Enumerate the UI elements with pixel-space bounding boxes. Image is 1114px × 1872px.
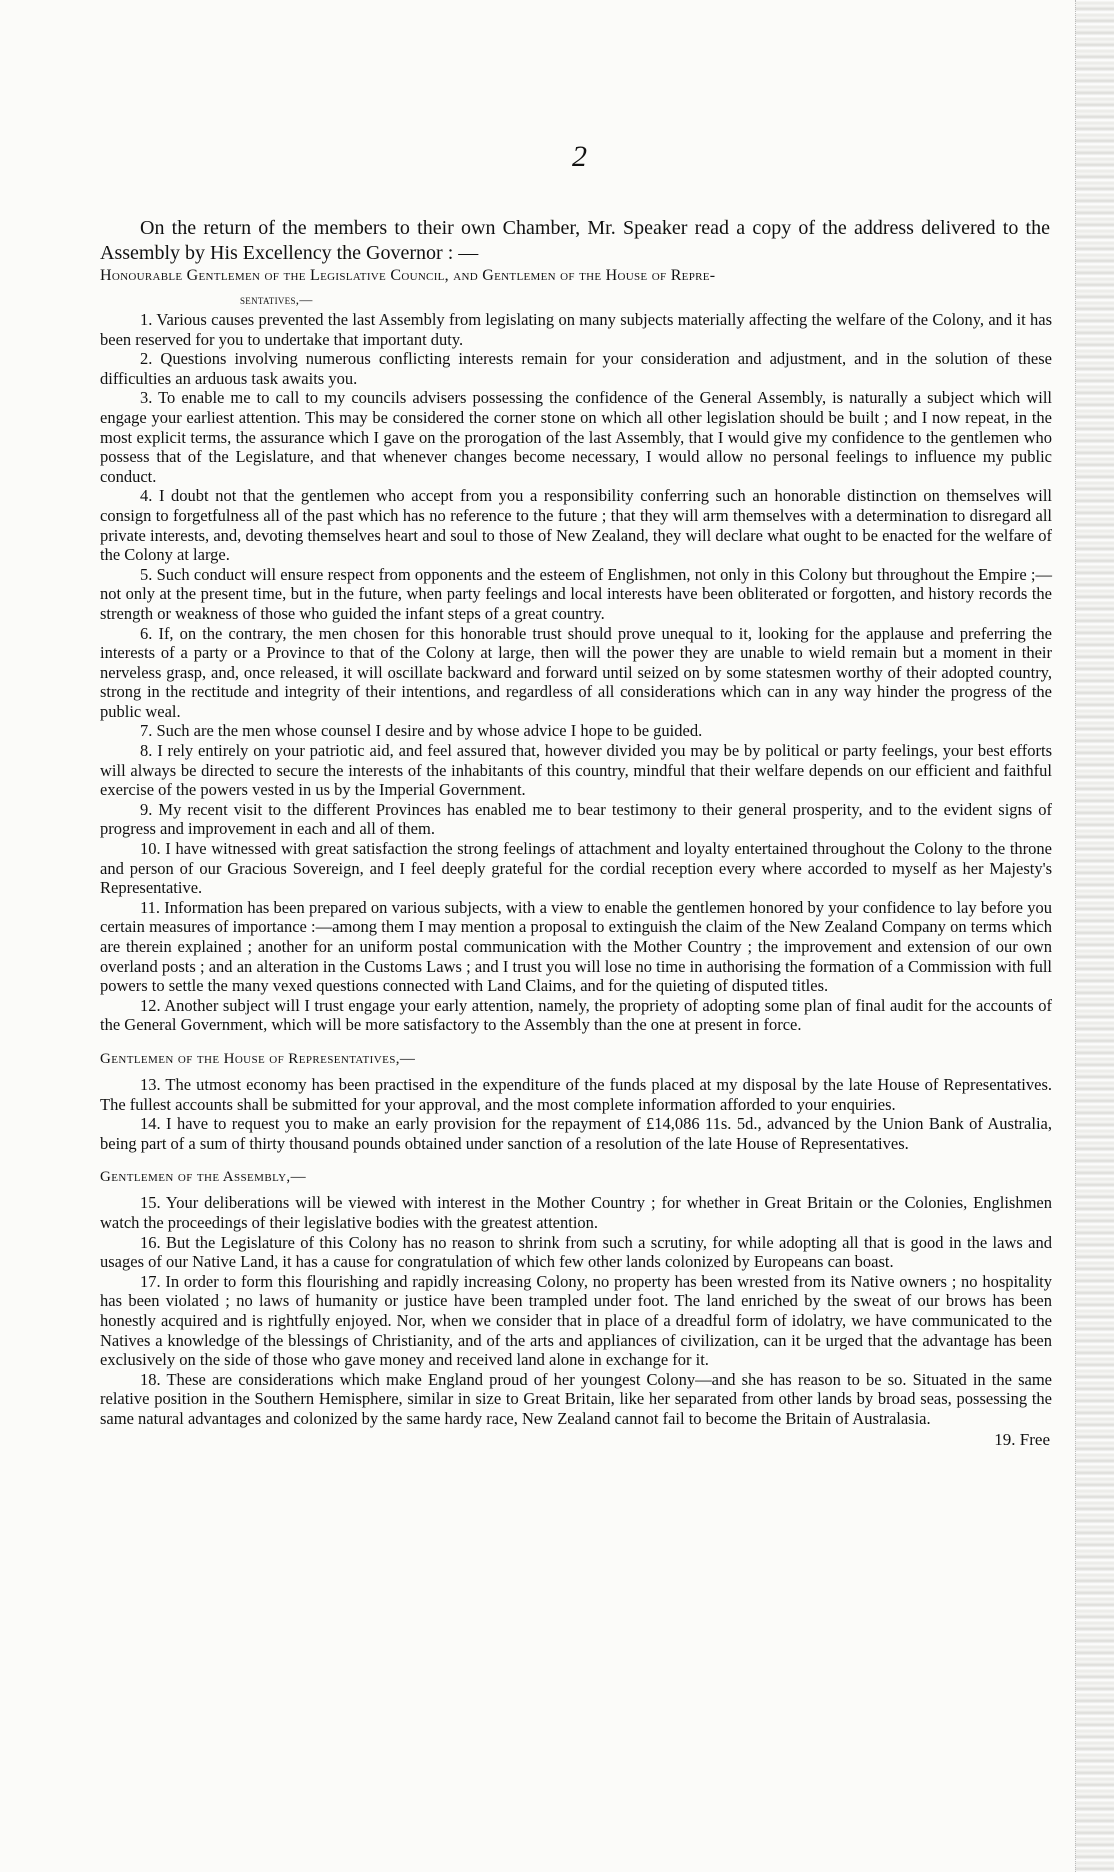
paragraph: 11. Information has been prepared on various subjects, with a view to enable the gentlemen honored by your confidence to lay before you certain measures of importance :—among them I may mention a proposal to extinguish the claim of the New Zealand Company on terms which are therein explained ; another for an uniform postal communication with the Mother Country ; the improvement and extension of our own overland posts ; and an alteration in the Customs Laws ; and I trust you will lose no time in authorising the formation of a Commission with full powers to settle the many vexed questions connected with Land Claims, and for the quieting of disputed titles. (100, 897, 1052, 996)
paragraph: 16. But the Legislature of this Colony has no reason to shrink from such a scrutiny, for while adopting all that is good in the laws and usages of our Native Land, it has a cause for congratulation of which few other lands colonized by Europeans can boast. (100, 1232, 1052, 1272)
section-heading-assembly: Gentlemen of the Assembly,— (100, 1169, 306, 1186)
paragraph: 8. I rely entirely on your patriotic aid, and feel assured that, however divided you may be by political or party feelings, your best efforts will always be directed to secure the interests of the inhabitants of this country, mindful that their welfare depends on our efficient and faithful exercise of the powers vested in us by the Imperial Government. (100, 741, 1052, 800)
salutation-main: Honourable Gentlemen of the Legislative Council, and Gentlemen of the House of Repre- (100, 267, 716, 284)
paragraph: 5. Such conduct will ensure respect from opponents and the esteem of Englishmen, not only in this Colony but throughout the Empire ;—not only at the present time, but in the future, when party feelings and local interests have been obliterated or forgotten, and history records the strength or weakness of those who guided the infant steps of a great country. (100, 564, 1052, 623)
page-number: 2 (572, 140, 587, 173)
paragraph: 2. Questions involving numerous conflicting interests remain for your consideration and adjustment, and in the solution of these difficulties an arduous task awaits you. (100, 349, 1052, 388)
paragraph: 13. The utmost economy has been practised in the expenditure of the funds placed at my disposal by the late House of Representatives. The fullest accounts shall be submitted for your approval, and the most complete information afforded to your enquiries. (100, 1074, 1052, 1114)
paragraph: 9. My recent visit to the different Provinces has enabled me to bear testimony to their general prosperity, and to the evident signs of progress and improvement in each and all of them. (100, 799, 1052, 839)
paragraph: 15. Your deliberations will be viewed with interest in the Mother Country ; for whether in Great Britain or the Colonies, Englishmen watch the proceedings of their legislative bodies with the greatest attention. (100, 1193, 1052, 1232)
paragraph: 7. Such are the men whose counsel I desire and by whose advice I hope to be guided. (140, 721, 703, 741)
section-heading-representatives: Gentlemen of the House of Representatives,— (100, 1050, 416, 1067)
paragraph: 1. Various causes prevented the last Assembly from legislating on many subjects materially affecting the welfare of the Colony, and it has been reserved for you to undertake that important duty. (100, 310, 1052, 349)
salutation (100, 264, 1050, 312)
salutation-continuation: sentatives,— (240, 292, 313, 307)
catchword: 19. Free (994, 1430, 1050, 1450)
paragraph: 18. These are considerations which make England proud of her youngest Colony—and she has reason to be so. Situated in the same relative position in the Southern Hemisphere, similar in size to Great Britain, like her separated from other lands by broad seas, possessing the same natural advantages and colonized by the same hardy race, New Zealand cannot fail to become the Britain of Australasia. (100, 1369, 1052, 1428)
paragraph: 6. If, on the contrary, the men chosen for this honorable trust should prove unequal to it, looking for the applause and preferring the interests of a party or a Province to that of the Colony at large, then will the power they are unable to wield remain but a moment in their nerveless grasp, and, once released, it will oscillate backward and forward until seized on by some statesmen worthy of their adopted country, strong in the rectitude and integrity of their intentions, and regardless of all considerations which can in any way hinder the progress of the public weal. (100, 623, 1052, 721)
paragraph: 17. In order to form this flourishing and rapidly increasing Colony, no property has been wrested from its Native owners ; no hospitality has been violated ; no laws of humanity or justice have been trampled under foot. The land enriched by the sweat of our brows has been honestly acquired and is rightfully enjoyed. Nor, when we consider that in place of a dreadful form of idolatry, we have communicated to the Natives a knowledge of the blessings of Christianity, and of the arts and appliances of civilization, can it be urged that the advantage has been exclusively on the side of those who gave money and received land alone in exchange for it. (100, 1271, 1052, 1370)
paragraph: 14. I have to request you to make an early provision for the repayment of £14,086 11s. 5d., advanced by the Union Bank of Australia, being part of a sum of thirty thousand pounds obtained under sanction of a resolution of the late House of Representatives. (100, 1114, 1052, 1153)
address-body (100, 310, 1052, 1450)
page-edge (1075, 0, 1114, 1872)
paragraph: 12. Another subject will I trust engage your early attention, namely, the propriety of adopting some plan of final audit for the accounts of the General Government, which will be more satisfactory to the Assembly than the one at present in force. (100, 995, 1052, 1035)
paragraph: 3. To enable me to call to my councils advisers possessing the confidence of the General Assembly, is naturally a subject which will engage your earliest attention. This may be considered the corner stone on which all other legislation should be built ; and I now repeat, in the most explicit terms, the assurance which I gave on the prorogation of the last Assembly, that I would give my confidence to the gentlemen who possess that of the Legislature, and that whenever changes become necessary, I would allow no personal feelings to influence my public conduct. (100, 388, 1052, 486)
paragraph: 4. I doubt not that the gentlemen who accept from you a responsibility conferring such an honorable distinction on themselves will consign to forgetfulness all of the past which has no reference to the future ; that they will arm themselves with a determination to disregard all private interests, and, devoting themselves heart and soul to those of New Zealand, they will declare what ought to be enacted for the welfare of the Colony at large. (100, 486, 1052, 565)
intro-paragraph: On the return of the members to their own Chamber, Mr. Speaker read a copy of the address delivered to the Assembly by His Excellency the Governor : — (100, 217, 1050, 264)
paragraph: 10. I have witnessed with great satisfaction the strong feelings of attachment and loyalty entertained throughout the Colony to the throne and person of our Gracious Sovereign, and I feel deeply grateful for the cordial reception every where accorded to myself as her Majesty's Representative. (100, 839, 1052, 898)
